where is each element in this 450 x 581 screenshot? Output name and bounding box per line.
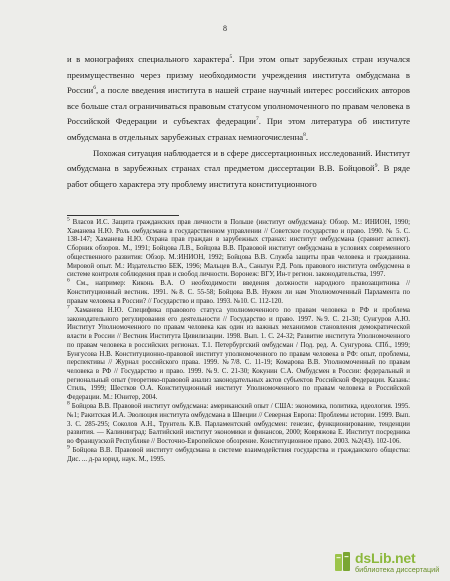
footnote-9: $^9$ Бойцова В.В. Правовой институт омбудсмана в системе взаимодействия государства и гражданского общества: Дис. ... д-ра юрид. наук. М., 1995. [67, 444, 410, 463]
footnote-ref-7[interactable]: 7 [255, 116, 259, 123]
footnote-divider [67, 215, 179, 216]
footnote-ref-8[interactable]: 8 [303, 132, 306, 139]
paragraph-1: и в монографиях специального характера$^5$. При этом опыт зарубежных стран изучался преимущественно через призму необходимости учреждения института омбудсмана в России$^6$, а после введения института в нашей стране научный интерес российских авторов все больше стал ограничиваться правовым статусом уполномоченного по правам человека в Российской Федерации и субъектах федерации$^7$. При этом литература об институте омбудсмана в отдельных зарубежных странах немногочисленна$^8$. [67, 54, 411, 142]
footnote-ref-9[interactable]: 9 [374, 163, 378, 170]
watermark-title: dsLib.net [355, 550, 416, 566]
footnote-8: $^8$ Бойцова В.В. Правовой институт омбудсмана: американский опыт / США: экономика, политика, идеология. 1995. №1; Ракитская И.А. Эволюция института омбудсмана в Швеции // Северная Европа: Проблемы истории. 1999. Вып. 3. С. 285-295; Соколов А.Н., Трунтель К.В. Парламентский омбудсмен: генезис, функционирование, тенденции развития. — Калининград: Балтийский институт экономики и финансов, 2000; Ковряжова Е. Институт посредника во Французской Республике // Восточно-Европейское обозрение. Конституционное право. 2003. №2(43). 102-106. [67, 400, 410, 446]
watermark-subtitle: библиотека диссертаций [355, 565, 440, 574]
footnote-7: $^7$ Хаманева Н.Ю. Специфика правового статуса уполномоченного по правам человека в РФ и проблема законодательного регулирования его деятельности // Государство и право. 1997. №9. С. 21-30; Сунгуров А.Ю. Институт Уполномоченного по правам человека как один из важных механизмов становления демократической власти в России // Вестник Института Цивилизации. 1998. Вып. 1. С. 24-32; Развитие института Уполномоченного по правам человека в российских регионах. Т.1. Петербургский омбудсман / Под. ред. А. Сунгурова. СПб., 1999; Бунгусова Н.В. Конституционно-правовой институт уполномоченного по правам человека в РФ: опыт, проблемы, перспективы // Журнал российского права. 1999. №7/8. С. 11-19; Комарова В.В. Уполномоченный по правам человека в РФ // Государство и право. 1999. №9. С. 21-30; Кокунин С.А. Омбудсмен в России: федеральный и региональный опыт (теоретико-правовой анализ законодательных актов субъектов Российской Федерации. Казань: Стиль, 1999; Шестков О.А. Конституционный институт Уполномоченного по правам человека в Российской Федерации. М.: Юнитер, 2004. [67, 304, 410, 402]
footnote-5: $^5$ Власов И.С. Защита гражданских прав личности в Польше (институт омбудсмана): Обзор. М.: ИНИОН, 1990; Хаманева Н.Ю. Роль омбудсмана в государственном управлении // Советское государство и право. 1990. № 5. С. 138-147; Хаманева Н.Ю. Охрана прав граждан в зарубежных странах: институт омбудсмана (сравнит аспект). Сборник обзоров. М., 1991; Бойцова Л.В., Бойцова В.В. Правовой институт омбудсмана в условиях современного общественного развития: Обзор. М.:ИНИОН, 1992; Бойцова В.В. Служба защиты прав человека и гражданина. Мировой опыт. М.: Издательство БЕК, 1996; Мальцев В.А., Саньтун Р.Д. Роль правового института омбудсмена в системе контроля соблюдения прав и свобод личности. Воронеж: ВГУ, Ин-т регион. законодательства, 1997. [67, 216, 410, 279]
main-text [67, 52, 410, 192]
page-number: 8 [223, 24, 227, 33]
footnote-ref-5[interactable]: 5 [229, 54, 233, 61]
footnote-ref-6[interactable]: 6 [93, 85, 96, 92]
footnote-6: $^6$ См., например: Киконь В.А. О необходимости введения должности народного правозащитника // Конституционный вестник. 1991. №8. С. 55-58; Бойцова В.В. Нужен ли нам Уполномоченный Парламента по правам человека в России? // Государство и право. 1993. №10. С. 112-120. [67, 278, 410, 305]
paragraph-2: Похожая ситуация наблюдается и в сфере диссертационных исследований. Институт омбудсмана в зарубежных странах стал предметом диссертации В.В. Бойцовой$^9$. В ряде работ общего характера эту проблему института конституционного [67, 147, 410, 189]
book-logo-icon [333, 551, 353, 573]
footnotes [67, 216, 410, 465]
dslib-watermark[interactable] [333, 549, 443, 575]
